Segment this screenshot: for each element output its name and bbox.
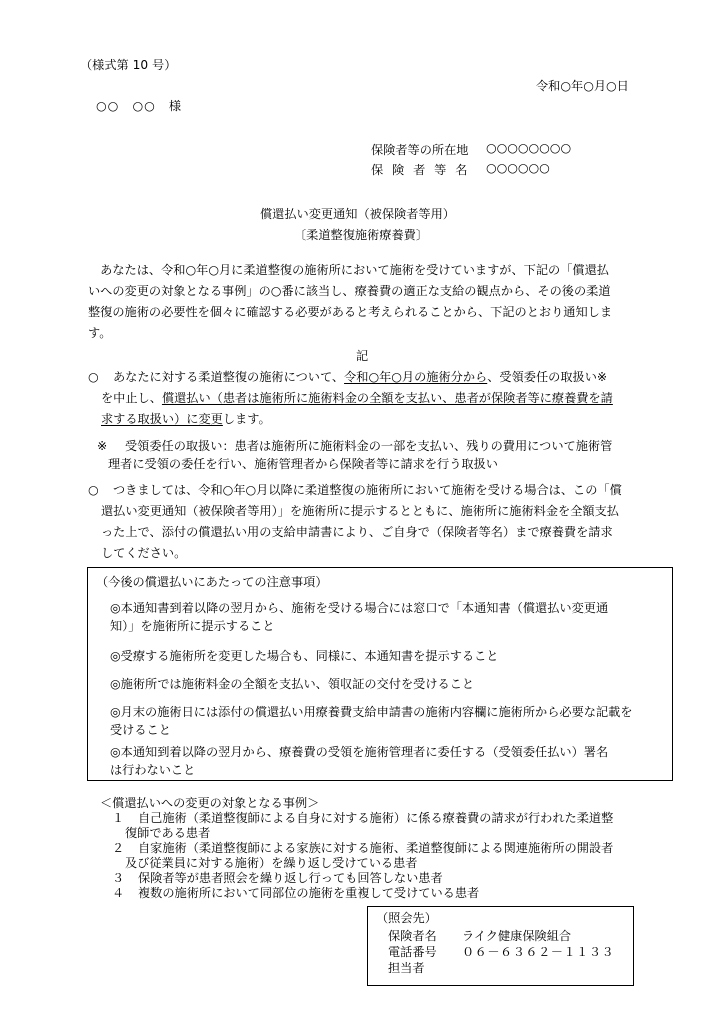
notes-item: ◎施術所では施術料金の全額を支払い、領収証の交付を受けること (110, 677, 475, 691)
item-1-underlined-text: 求する取扱い）に変更 (101, 412, 223, 426)
item-1 (88, 369, 668, 429)
item-1-bullet: ○ (88, 370, 99, 384)
item-2 (88, 482, 668, 564)
intro-line: いへの変更の対象となる事例」の○番に該当し、療養費の適正な支給の観点から、その後の柔道 (88, 284, 611, 298)
item-1-text: あなたに対する柔道整復の施術について、 (113, 370, 345, 384)
notes-heading: （今後の償還払いにあたっての注意事項） (96, 575, 328, 589)
item-1-underlined-date: 令和○年○月の施術分から (344, 370, 488, 384)
notes-box (87, 567, 673, 781)
case-text: 保険者等が患者照会を繰り返し行っても回答しない患者 (138, 871, 443, 885)
intro-line: あなたは、令和○年○月に柔道整復の施術所において施術を受けていますが、下記の「償還払 (88, 263, 609, 277)
footnote-line: 理者に受領の委任を行い、施術管理者から保険者等に請求を行う取扱い (108, 457, 498, 471)
contact-phone-label: 電話番号 (388, 945, 437, 959)
notes-item: ◎月末の施術日には添付の償還払い用療養費支給申請書の施術内容欄に施術所から必要な記載を (110, 705, 633, 719)
item-1-text: を中止し、 (101, 391, 162, 405)
notes-item: ◎本通知書到着以降の翌月から、施術を受ける場合には窓口で「本通知書（償還払い変更通 (110, 601, 609, 615)
issue-date: 令和○年○月○日 (536, 79, 629, 93)
document-title: 償還払い変更通知（被保険者等用） (260, 207, 455, 221)
contact-person-label: 担当者 (388, 961, 425, 975)
notes-item-cont: 知）」を施術所に提示すること (110, 619, 275, 633)
case-text: 自家施術（柔道整復師による家族に対する施術、柔道整復師による関連施術所の開設者 (138, 841, 614, 855)
form-number: （様式第 10 号） (80, 58, 177, 72)
contact-insurer-label: 保険者名 (388, 929, 437, 943)
cases-heading: ＜償還払いへの変更の対象となる事例＞ (100, 796, 320, 810)
item-1-line-1 (113, 369, 607, 385)
footnote-line: 受領委任の取扱い：患者は施術所に施術料金の一部を支払い、残りの費用について施術管 (125, 439, 613, 453)
item-1-text: します。 (222, 412, 271, 426)
item-2-bullet: ○ (88, 483, 99, 497)
item-2-line: つきましては、令和○年○月以降に柔道整復の施術所において施術を受ける場合は、この「償 (113, 483, 622, 497)
case-number: ２ (112, 841, 125, 855)
document-subtitle: 〔柔道整復施術療養費〕 (294, 228, 429, 242)
case-text: 複数の施術所において同部位の施術を重複して受けている患者 (138, 886, 480, 900)
case-text: 自己施術（柔道整復師による自身に対する施術）に係る療養費の請求が行われた柔道整 (138, 811, 614, 825)
insurer-name-value: ○○○○○○ (486, 161, 550, 175)
recipient-name: ○○ ○○ 様 (96, 99, 183, 113)
notes-item: ◎受療する施術所を変更した場合も、同様に、本通知書を提示すること (110, 649, 499, 663)
notes-item: ◎本通知到着以降の翌月から、療養費の受領を施術管理者に委任する（受領委任払い）署名 (110, 745, 609, 759)
notes-item-cont: は行わないこと (110, 763, 196, 777)
insurer-address-label: 保険者等の所在地 (371, 143, 469, 157)
item-1-text: 、受領委任の取扱い※ (487, 370, 608, 384)
contact-phone-value: ０６－６３６２－１１３３ (462, 945, 615, 959)
case-text-cont: 及び従業員に対する施術）を繰り返し受けている患者 (125, 856, 418, 870)
footnote-mark: ※ (97, 439, 108, 453)
insurer-address-value: ○○○○○○○○ (486, 141, 572, 155)
item-1-line-2 (101, 390, 613, 406)
case-number: １ (112, 811, 125, 825)
cases-section (100, 795, 660, 900)
item-2-line: 還払い変更通知（被保険者等用）」を施術所に提示するとともに、施術所に施術料金を全額支払 (101, 504, 619, 518)
item-1-line-3 (101, 411, 271, 427)
intro-line: 整復の施術の必要性を個々に確認する必要があると考えられることから、下記のとおり通知しま (88, 305, 613, 319)
case-number: ４ (112, 886, 125, 900)
item-2-line: してください。 (101, 546, 187, 560)
notes-item-cont: 受けること (110, 723, 171, 737)
item-1-underlined-text: 償還払い（患者は施術所に施術料金の全額を支払い、患者が保険者等に療養費を請 (161, 391, 613, 405)
ki-label: 記 (356, 349, 369, 363)
contact-heading: （照会先） (376, 911, 437, 925)
footnote (97, 438, 677, 474)
case-number: ３ (112, 871, 125, 885)
case-text-cont: 復師である患者 (125, 826, 211, 840)
contact-insurer-value: ライク健康保険組合 (462, 929, 572, 943)
item-2-line: った上で、添付の償還払い用の支給申請書により、ご自身で（保険者等名）まで療養費を請求 (101, 525, 613, 539)
intro-line: す。 (88, 326, 112, 340)
insurer-name-label: 保 険 者 等 名 (371, 163, 470, 177)
contact-box (367, 906, 634, 986)
intro-paragraph (88, 262, 648, 342)
